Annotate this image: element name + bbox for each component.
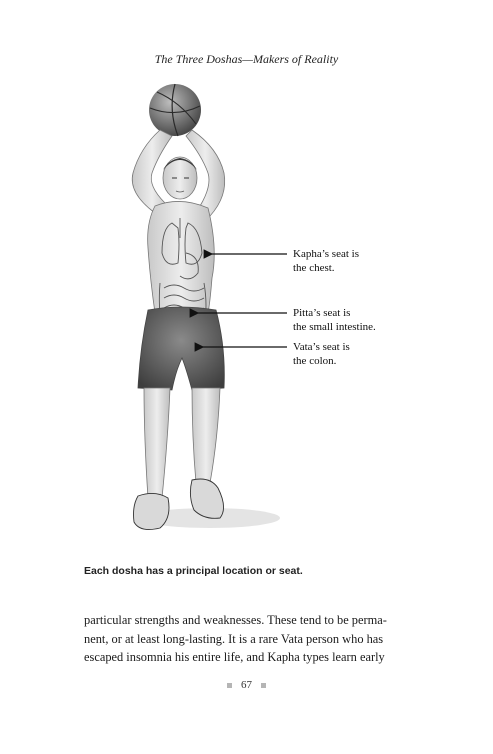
figure-caption: Each dosha has a principal location or seat.: [84, 565, 303, 577]
callout-kapha: [293, 247, 359, 275]
folio-marker-right: [261, 683, 266, 688]
body-line: escaped insomnia his entire life, and Kapha types learn early: [84, 650, 385, 664]
callout-pitta-line2: the small intestine.: [293, 321, 376, 333]
body-paragraph: [84, 611, 414, 667]
basketball: [149, 84, 201, 136]
callout-vata-line2: the colon.: [293, 355, 337, 367]
running-header: The Three Doshas—Makers of Reality: [154, 52, 339, 66]
callout-vata: [293, 340, 350, 368]
player-head: [163, 157, 197, 199]
callout-pitta: [293, 306, 376, 334]
callout-kapha-line2: the chest.: [293, 262, 335, 274]
callout-pitta-line1: Pitta’s seat is: [293, 307, 351, 319]
figure-illustration: [100, 78, 300, 553]
body-line: nent, or at least long-lasting. It is a rare Vata person who has: [84, 631, 384, 646]
body-line: particular strengths and weaknesses. These tend to be perma-: [84, 613, 387, 627]
callout-kapha-line1: Kapha’s seat is: [293, 248, 359, 260]
folio-marker-left: [227, 683, 232, 688]
callout-vata-line1: Vata’s seat is: [293, 341, 350, 353]
page-footer: [0, 679, 493, 691]
page-number: 67: [241, 679, 252, 691]
